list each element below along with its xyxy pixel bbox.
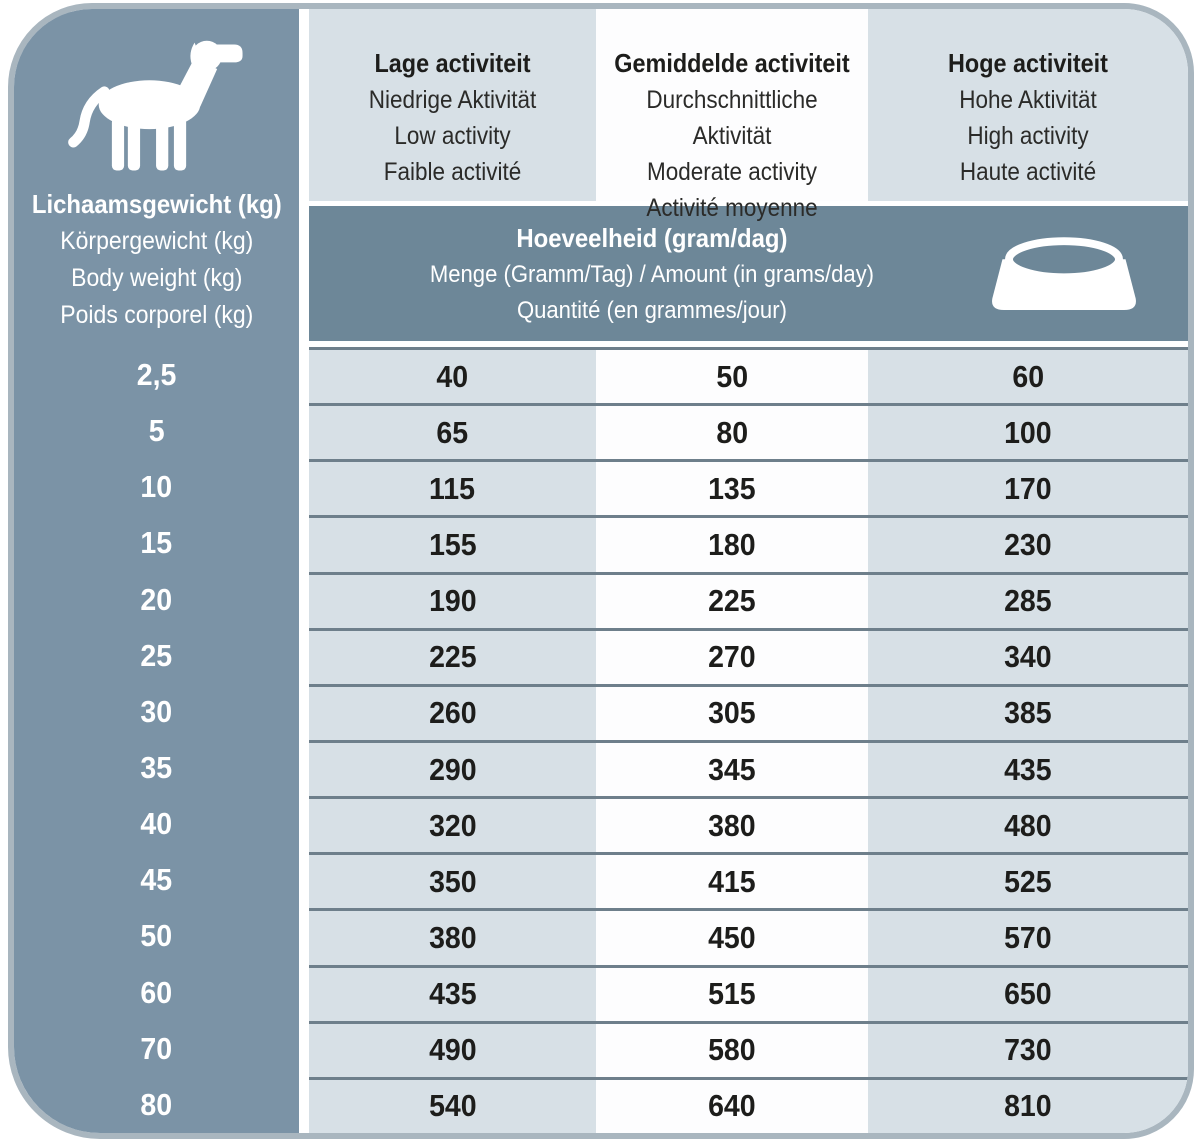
low-activity-label-de: Niedrige Aktivität <box>368 86 537 114</box>
low-amount-cell-value: 320 <box>428 807 477 843</box>
amount-label-de-en: Menge (Gramm/Tag) / Amount (in grams/day) <box>429 260 875 288</box>
moderate-amount-cell-value: 380 <box>708 807 756 843</box>
moderate-amount-cell <box>596 852 868 908</box>
weight-cell <box>14 347 299 403</box>
high-amount-cell <box>868 1021 1188 1077</box>
body-weight-header <box>14 9 299 347</box>
low-amount-cell-value: 190 <box>428 583 477 619</box>
low-amount-cell <box>309 852 596 908</box>
weight-cell-value: 2,5 <box>136 357 177 393</box>
low-amount-cell-value: 435 <box>428 976 477 1012</box>
low-amount-cell <box>309 1077 596 1133</box>
body-weight-labels <box>32 185 282 334</box>
low-amount-cell-value: 155 <box>428 526 477 562</box>
moderate-amount-cell-value: 270 <box>708 639 756 675</box>
table-card <box>8 3 1194 1139</box>
low-amount-cell <box>309 740 596 796</box>
weight-cell-value: 25 <box>140 637 173 673</box>
moderate-amount-cell <box>596 684 868 740</box>
moderate-amount-cell <box>596 403 868 459</box>
low-amount-cell-value: 540 <box>428 1088 477 1124</box>
moderate-amount-cell-value: 515 <box>708 976 756 1012</box>
low-amount-cell <box>309 1021 596 1077</box>
body-weight-label-en: Body weight (kg) <box>70 264 243 292</box>
weight-cell-value: 15 <box>140 525 173 561</box>
body-weight-label-fr: Poids corporel (kg) <box>59 301 254 329</box>
low-amount-cell <box>309 628 596 684</box>
low-amount-cell-value: 290 <box>428 751 477 787</box>
weight-cell <box>14 684 299 740</box>
weight-cell <box>14 1077 299 1133</box>
low-amount-cell <box>309 572 596 628</box>
moderate-amount-cell <box>596 459 868 515</box>
moderate-amount-cell-value: 640 <box>708 1088 756 1124</box>
high-amount-cell-value: 810 <box>1004 1088 1052 1124</box>
high-amount-cell <box>868 459 1188 515</box>
moderate-amount-cell <box>596 1077 868 1133</box>
high-amount-cell-value: 570 <box>1004 919 1052 955</box>
amount-band-labels <box>336 219 955 329</box>
moderate-amount-cell <box>596 740 868 796</box>
low-amount-cell-value: 40 <box>436 358 469 394</box>
high-amount-cell-value: 285 <box>1004 583 1052 619</box>
low-amount-cell <box>309 347 596 403</box>
moderate-amount-cell <box>596 515 868 571</box>
high-amount-cell-value: 340 <box>1004 639 1052 675</box>
high-activity-label-nl: Hoge activiteit <box>948 48 1108 78</box>
moderate-amount-cell-value: 580 <box>708 1032 756 1068</box>
weight-cell-value: 80 <box>140 1086 173 1122</box>
body-weight-label-nl: Lichaamsgewicht (kg) <box>31 189 282 219</box>
weight-cell <box>14 852 299 908</box>
weight-cell <box>14 403 299 459</box>
low-amount-cell-value: 225 <box>428 639 477 675</box>
weight-cell <box>14 740 299 796</box>
high-amount-cell <box>868 852 1188 908</box>
high-amount-cell-value: 480 <box>1004 807 1052 843</box>
high-amount-cell <box>868 908 1188 964</box>
high-amount-cell <box>868 684 1188 740</box>
moderate-amount-cell-value: 415 <box>708 863 756 899</box>
moderate-amount-cell-value: 50 <box>716 358 748 394</box>
weight-cell <box>14 628 299 684</box>
weight-cell-value: 70 <box>140 1030 173 1066</box>
weight-cell-value: 5 <box>148 413 165 449</box>
high-amount-cell <box>868 965 1188 1021</box>
low-amount-cell <box>309 796 596 852</box>
low-amount-cell <box>309 459 596 515</box>
column-header-moderate-activity <box>596 9 868 222</box>
weight-cell <box>14 965 299 1021</box>
high-amount-cell-value: 730 <box>1004 1032 1052 1068</box>
weight-cell-value: 60 <box>140 974 173 1010</box>
low-activity-label-fr: Faible activité <box>383 158 522 186</box>
amount-label-nl: Hoeveelheid (gram/dag) <box>516 222 788 253</box>
moderate-amount-cell-value: 345 <box>708 751 756 787</box>
high-amount-cell <box>868 403 1188 459</box>
moderate-amount-cell-value: 305 <box>708 695 756 731</box>
weight-cell-value: 30 <box>140 693 173 729</box>
low-amount-cell-value: 115 <box>429 470 476 506</box>
low-amount-cell-value: 350 <box>428 863 477 899</box>
dog-icon <box>63 25 251 175</box>
high-amount-cell-value: 100 <box>1004 414 1052 450</box>
moderate-amount-cell <box>596 908 868 964</box>
low-activity-label-en: Low activity <box>394 122 511 150</box>
high-amount-cell-value: 60 <box>1012 358 1044 394</box>
low-amount-cell <box>309 684 596 740</box>
body-weight-label-de: Körpergewicht (kg) <box>59 227 254 255</box>
weight-cell <box>14 796 299 852</box>
low-amount-cell <box>309 515 596 571</box>
low-amount-cell <box>309 965 596 1021</box>
moderate-activity-label-en: Moderate activity <box>646 158 818 186</box>
moderate-amount-cell <box>596 1021 868 1077</box>
moderate-amount-cell-value: 80 <box>716 414 748 450</box>
high-amount-cell-value: 385 <box>1004 695 1052 731</box>
high-amount-cell <box>868 347 1188 403</box>
low-amount-cell <box>309 908 596 964</box>
high-activity-label-fr: Haute activité <box>959 158 1097 186</box>
moderate-activity-label-nl: Gemiddelde activiteit <box>614 48 850 78</box>
low-amount-cell-value: 260 <box>428 695 477 731</box>
table-grid <box>14 9 1188 1133</box>
high-activity-label-de: Hohe Aktivität <box>959 86 1097 114</box>
weight-cell-value: 35 <box>140 750 173 786</box>
high-amount-cell-value: 230 <box>1004 526 1052 562</box>
high-activity-label-en: High activity <box>967 122 1089 150</box>
weight-cell <box>14 1021 299 1077</box>
weight-cell-value: 40 <box>140 806 173 842</box>
high-amount-cell <box>868 515 1188 571</box>
amount-band <box>309 206 1188 341</box>
moderate-activity-label-fr: Activité moyenne <box>646 194 818 222</box>
moderate-amount-cell <box>596 965 868 1021</box>
weight-cell-value: 10 <box>140 469 173 505</box>
weight-cell <box>14 572 299 628</box>
column-header-low-activity <box>309 9 596 201</box>
high-amount-cell-value: 435 <box>1004 751 1052 787</box>
weight-cell-value: 20 <box>140 581 173 617</box>
moderate-amount-cell-value: 225 <box>708 583 756 619</box>
high-amount-cell <box>868 740 1188 796</box>
weight-cell-value: 50 <box>140 918 173 954</box>
dog-bowl-icon <box>988 226 1140 320</box>
high-amount-cell <box>868 572 1188 628</box>
high-amount-cell-value: 650 <box>1004 976 1052 1012</box>
column-header-high-activity <box>868 9 1188 201</box>
low-activity-label-nl: Lage activiteit <box>374 48 531 78</box>
high-amount-cell <box>868 1077 1188 1133</box>
moderate-amount-cell-value: 450 <box>708 919 756 955</box>
high-amount-cell <box>868 796 1188 852</box>
moderate-amount-cell <box>596 796 868 852</box>
low-amount-cell <box>309 403 596 459</box>
low-amount-cell-value: 65 <box>436 414 469 450</box>
high-amount-cell-value: 525 <box>1004 863 1052 899</box>
weight-cell <box>14 908 299 964</box>
high-amount-cell <box>868 628 1188 684</box>
moderate-amount-cell <box>596 628 868 684</box>
moderate-amount-cell-value: 180 <box>708 526 756 562</box>
weight-cell <box>14 459 299 515</box>
moderate-amount-cell <box>596 347 868 403</box>
moderate-amount-cell-value: 135 <box>708 470 756 506</box>
high-amount-cell-value: 170 <box>1004 470 1052 506</box>
moderate-amount-cell <box>596 572 868 628</box>
low-amount-cell-value: 490 <box>428 1032 477 1068</box>
amount-label-fr: Quantité (en grammes/jour) <box>516 296 787 324</box>
low-amount-cell-value: 380 <box>428 919 477 955</box>
weight-cell <box>14 515 299 571</box>
weight-cell-value: 45 <box>140 862 173 898</box>
moderate-activity-label-de: Durchschnittliche Aktivität <box>646 86 818 150</box>
